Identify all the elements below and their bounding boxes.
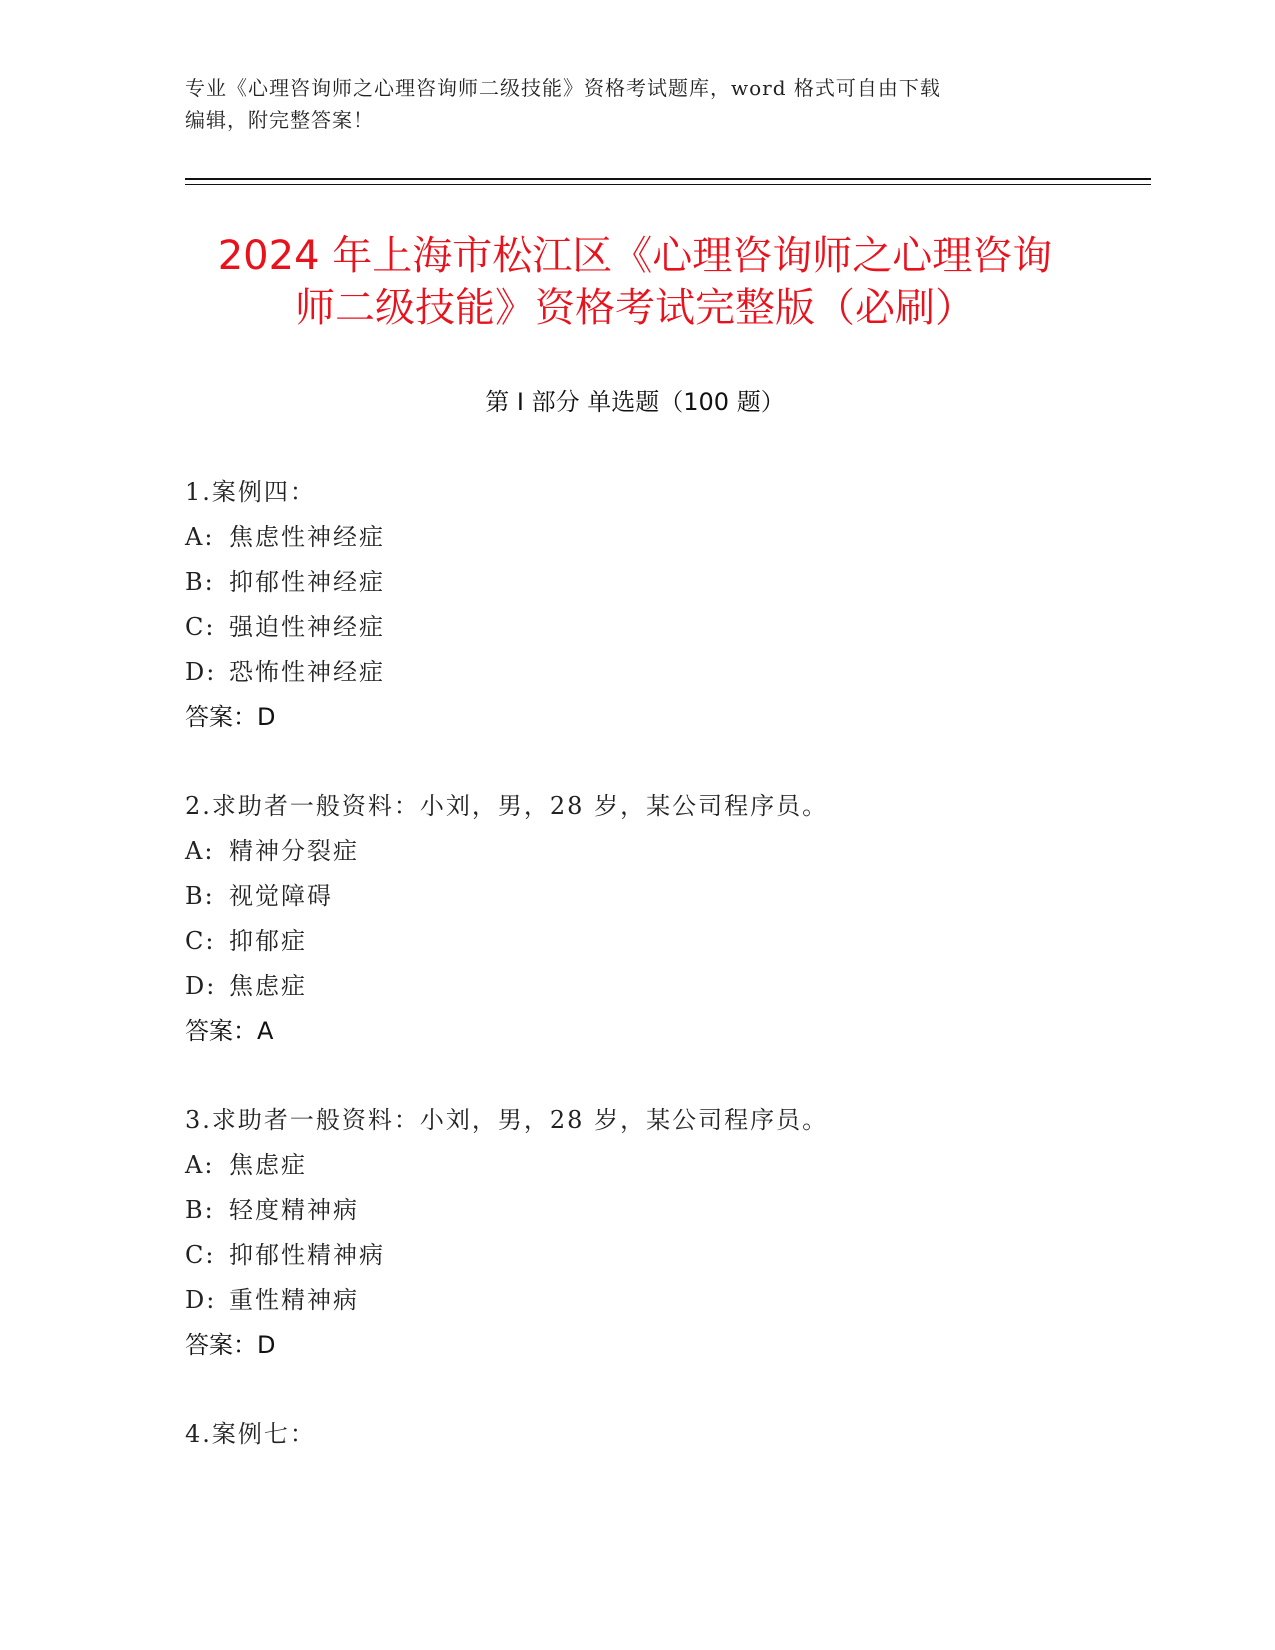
question-item [185,1098,1085,1368]
option-letter: B: [185,1196,215,1224]
option-text: 抑郁性神经症 [229,568,385,596]
document-title [185,230,1085,334]
header-rule-thin [185,184,1151,185]
question-item [185,470,1085,740]
option-letter: C: [185,927,216,955]
option-text: 强迫性神经症 [229,613,385,641]
option-text: 精神分裂症 [229,837,359,865]
option-text: 恐怖性神经症 [229,658,385,686]
question-item [185,784,1085,1054]
option-letter: A: [185,523,215,551]
option-letter: C: [185,613,216,641]
option-d [185,650,1085,695]
option-letter: A: [185,1151,215,1179]
header-note-line-1: 专业《心理咨询师之心理咨询师二级技能》资格考试题库，word 格式可自由下载 [185,76,941,100]
option-text: 抑郁症 [229,927,307,955]
document-title-line-1: 2024 年上海市松江区《心理咨询师之心理咨询 [217,233,1053,279]
option-c [185,919,1085,964]
section-title: 第 I 部分 单选题（100 题） [485,388,785,416]
question-list [185,470,1085,1501]
option-b [185,560,1085,605]
option-d [185,964,1085,1009]
header-rule-thick [185,178,1151,180]
option-d [185,1278,1085,1323]
answer: 答案：D [185,703,276,731]
option-c [185,1233,1085,1278]
option-letter: D: [185,1286,217,1314]
question-stem: 2.求助者一般资料：小刘，男，28 岁，某公司程序员。 [185,792,829,820]
option-letter: D: [185,658,217,686]
question-stem: 4.案例七： [185,1420,316,1448]
option-a [185,1143,1085,1188]
question-stem: 3.求助者一般资料：小刘，男，28 岁，某公司程序员。 [185,1106,829,1134]
answer: 答案：A [185,1017,274,1045]
document-title-line-2: 师二级技能》资格考试完整版（必刷） [295,285,975,331]
option-letter: B: [185,568,215,596]
option-text: 重性精神病 [229,1286,359,1314]
option-letter: C: [185,1241,216,1269]
header-note-line-2: 编辑，附完整答案！ [185,108,374,132]
option-text: 焦虑症 [229,972,307,1000]
option-text: 轻度精神病 [229,1196,359,1224]
option-c [185,605,1085,650]
option-letter: A: [185,837,215,865]
question-item [185,1412,1085,1457]
question-stem: 1.案例四： [185,478,316,506]
option-text: 焦虑性神经症 [229,523,385,551]
option-b [185,874,1085,919]
option-letter: D: [185,972,217,1000]
option-b [185,1188,1085,1233]
option-text: 抑郁性精神病 [229,1241,385,1269]
header-note [185,72,1085,136]
answer: 答案：D [185,1331,276,1359]
option-letter: B: [185,882,215,910]
option-text: 视觉障碍 [229,882,333,910]
option-a [185,515,1085,560]
option-text: 焦虑症 [229,1151,307,1179]
option-a [185,829,1085,874]
